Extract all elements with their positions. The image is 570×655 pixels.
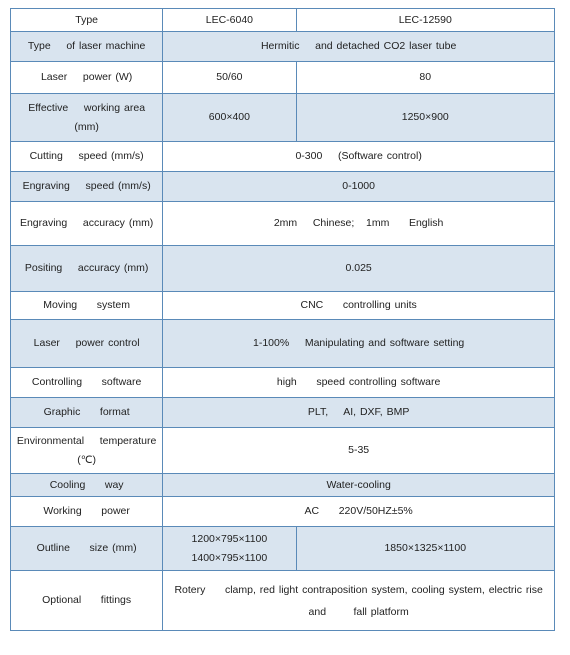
model-a-header: LEC-6040: [163, 9, 296, 32]
row-label: Laser power control: [11, 320, 163, 368]
row-label: Controlling software: [11, 368, 163, 398]
table-row: [11, 527, 555, 571]
row-value: 1-100% Manipulating and software setting: [163, 320, 555, 368]
row-label: Laser power (W): [11, 62, 163, 94]
row-label: Optional fittings: [11, 571, 163, 631]
row-label-line1: Effective working area: [28, 101, 146, 114]
table-row: [11, 246, 555, 292]
table-row: [11, 62, 555, 94]
table-row: [11, 292, 555, 320]
table-row: [11, 474, 555, 497]
row-label: Outline size (mm): [11, 527, 163, 571]
header-row: [11, 9, 555, 32]
row-label-line2: (mm): [74, 120, 99, 133]
table-row: [11, 428, 555, 474]
row-label: Type of laser machine: [11, 32, 163, 62]
table-row: [11, 497, 555, 527]
table-row: [11, 368, 555, 398]
row-value-a: 600×400: [163, 94, 296, 142]
row-value-line2: and fall platform: [308, 605, 409, 618]
row-label: Positing accuracy (mm): [11, 246, 163, 292]
row-value-b: 1850×1325×1100: [296, 527, 555, 571]
row-label-line2: (℃): [77, 453, 97, 466]
table-row: [11, 94, 555, 142]
row-value: 0-300 (Software control): [163, 142, 555, 172]
row-value: PLT, AI, DXF, BMP: [163, 398, 555, 428]
table-row: [11, 172, 555, 202]
row-value: 0-1000: [163, 172, 555, 202]
row-value: 2mm Chinese; 1mm English: [163, 202, 555, 246]
row-value-a: 50/60: [163, 62, 296, 94]
row-value-line1: Rotery clamp, red light contraposition system, cooling system, electric rise: [174, 583, 543, 596]
row-label: Cooling way: [11, 474, 163, 497]
row-value-a: [163, 527, 296, 571]
row-value: high speed controlling software: [163, 368, 555, 398]
table-row: [11, 202, 555, 246]
table-row: [11, 571, 555, 631]
row-value: AC 220V/50HZ±5%: [163, 497, 555, 527]
row-value-a-line2: 1400×795×1100: [191, 551, 268, 564]
row-value-a-line1: 1200×795×1100: [191, 532, 268, 545]
table-row: [11, 142, 555, 172]
row-value-b: 1250×900: [296, 94, 555, 142]
row-label: Engraving accuracy (mm): [11, 202, 163, 246]
type-header: Type: [11, 9, 163, 32]
row-value: Hermitic and detached CO2 laser tube: [163, 32, 555, 62]
model-b-header: LEC-12590: [296, 9, 555, 32]
spec-table: [10, 8, 555, 631]
row-label: Moving system: [11, 292, 163, 320]
table-row: [11, 398, 555, 428]
row-label-line1: Environmental temperature: [16, 434, 157, 447]
row-label: Graphic format: [11, 398, 163, 428]
row-label: [11, 94, 163, 142]
row-label: [11, 428, 163, 474]
row-value: [163, 571, 555, 631]
row-value: CNC controlling units: [163, 292, 555, 320]
row-label: Engraving speed (mm/s): [11, 172, 163, 202]
row-value: Water-cooling: [163, 474, 555, 497]
table-row: [11, 320, 555, 368]
row-value: 0.025: [163, 246, 555, 292]
table-row: [11, 32, 555, 62]
row-label: Working power: [11, 497, 163, 527]
row-label: Cutting speed (mm/s): [11, 142, 163, 172]
row-value-b: 80: [296, 62, 555, 94]
row-value: 5-35: [163, 428, 555, 474]
